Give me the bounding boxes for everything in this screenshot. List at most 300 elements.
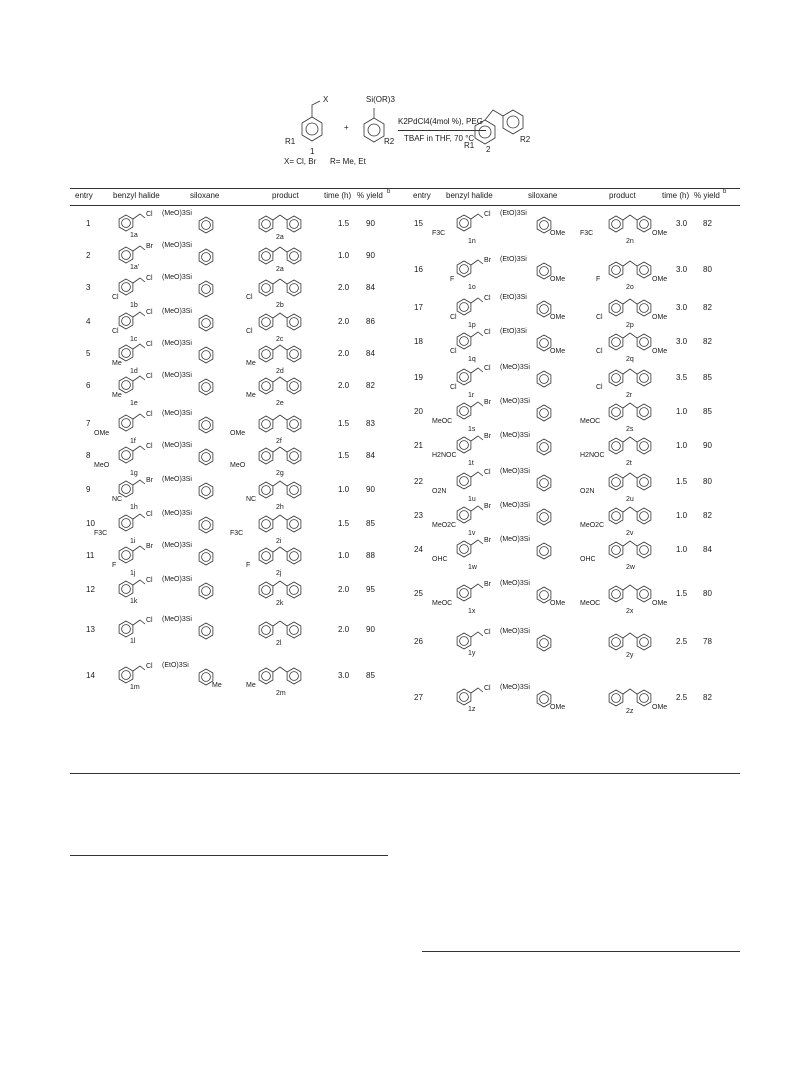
halide-halogen: Br	[484, 399, 491, 406]
halide-halogen: Cl	[146, 341, 153, 348]
siloxane-label: (MeO)3Si	[162, 242, 192, 249]
yield-value: 82	[366, 381, 375, 390]
time-value: 3.0	[338, 671, 350, 680]
siloxane-ring	[530, 398, 564, 426]
siloxane-label: (MeO)3Si	[500, 364, 530, 371]
halide-halogen: Cl	[146, 211, 153, 218]
product-substituent: Me	[246, 360, 256, 367]
product-substituent-2: OMe	[652, 230, 668, 237]
product-label: 2f	[276, 438, 282, 445]
product-substituent: H2NOC	[580, 452, 605, 459]
conditions-top: K2PdCl4(4mol %), PEG	[398, 117, 483, 126]
product-label: 2u	[626, 496, 634, 503]
siloxane-label: (EtO)3Si	[162, 662, 189, 669]
product-substituent-2: OMe	[652, 276, 668, 283]
header-entry-left: entry	[75, 191, 93, 200]
scheme-product-2-label: 2	[486, 145, 491, 154]
siloxane-label: (EtO)3Si	[500, 210, 527, 217]
scheme-product-r1: R1	[464, 141, 475, 150]
product-structure	[600, 430, 670, 460]
product-substituent: F3C	[230, 530, 244, 537]
time-value: 2.0	[338, 317, 350, 326]
halide-label: 1d	[130, 368, 138, 375]
product-structure	[250, 660, 320, 690]
product-substituent-2: OMe	[652, 348, 668, 355]
siloxane-ring	[192, 274, 226, 302]
entry-number: 13	[86, 625, 95, 634]
siloxane-ring	[530, 502, 564, 530]
product-substituent-2: OMe	[652, 600, 668, 607]
siloxane-ring	[530, 536, 564, 564]
halide-halogen: Cl	[146, 617, 153, 624]
scheme-plus: +	[344, 123, 349, 132]
product-structure	[600, 362, 670, 392]
siloxane-substituent: OMe	[550, 314, 566, 321]
yield-value: 80	[703, 265, 712, 274]
product-label: 2w	[626, 564, 635, 571]
time-value: 1.5	[338, 419, 350, 428]
halide-substituent: Cl	[450, 314, 457, 321]
product-label: 2p	[626, 322, 634, 329]
halide-halogen: Cl	[146, 663, 153, 670]
yield-value: 82	[703, 693, 712, 702]
entry-number: 8	[86, 451, 91, 460]
siloxane-label: (MeO)3Si	[500, 468, 530, 475]
product-structure	[250, 508, 320, 538]
halide-label: 1a'	[130, 264, 140, 271]
halide-halogen: Br	[484, 503, 491, 510]
halide-substituent: MeO	[94, 462, 110, 469]
entry-number: 1	[86, 219, 91, 228]
halide-label: 1e	[130, 400, 138, 407]
halide-substituent: MeOC	[432, 418, 453, 425]
header-benzyl-halide-left: benzyl halide	[113, 191, 160, 200]
time-value: 2.5	[676, 693, 688, 702]
siloxane-ring	[530, 628, 564, 656]
time-value: 1.5	[338, 219, 350, 228]
yield-value: 85	[366, 519, 375, 528]
siloxane-ring	[530, 364, 564, 392]
halide-label: 1s	[468, 426, 476, 433]
product-label: 2m	[276, 690, 286, 697]
product-substituent: MeO	[230, 462, 246, 469]
product-structure	[600, 534, 670, 564]
product-substituent: Cl	[596, 348, 603, 355]
halide-label: 1p	[468, 322, 476, 329]
entry-number: 12	[86, 585, 95, 594]
halide-substituent: NC	[112, 496, 123, 503]
halide-halogen: Cl	[146, 309, 153, 316]
time-value: 2.5	[676, 637, 688, 646]
halide-substituent: Cl	[450, 384, 457, 391]
halide-label: 1o	[468, 284, 476, 291]
halide-halogen: Cl	[484, 365, 491, 372]
siloxane-label: (MeO)3Si	[500, 432, 530, 439]
siloxane-ring	[192, 576, 226, 604]
product-substituent: Me	[246, 392, 256, 399]
halide-substituent: Me	[112, 360, 122, 367]
siloxane-label: (MeO)3Si	[162, 274, 192, 281]
siloxane-ring	[192, 372, 226, 400]
product-substituent-2: OMe	[652, 314, 668, 321]
halide-label: 1f	[130, 438, 136, 445]
header-time-right: time (h)	[662, 191, 690, 200]
product-structure	[250, 240, 320, 270]
scheme-product-r2: R2	[520, 135, 531, 144]
yield-value: 82	[703, 511, 712, 520]
product-structure	[600, 500, 670, 530]
siloxane-label: (MeO)3Si	[162, 340, 192, 347]
product-label: 2a	[276, 234, 284, 241]
halide-label: 1i	[130, 538, 136, 545]
halide-label: 1z	[468, 706, 476, 713]
product-substituent: O2N	[580, 488, 595, 495]
yield-value: 85	[703, 373, 712, 382]
entry-number: 5	[86, 349, 91, 358]
product-structure	[600, 396, 670, 426]
siloxane-ring	[192, 542, 226, 570]
siloxane-label: (MeO)3Si	[162, 442, 192, 449]
siloxane-ring	[530, 468, 564, 496]
halide-halogen: Cl	[146, 511, 153, 518]
halide-label: 1l	[130, 638, 136, 645]
yield-value: 83	[366, 419, 375, 428]
halide-label: 1m	[130, 684, 140, 691]
siloxane-label: (MeO)3Si	[162, 410, 192, 417]
product-substituent: MeOC	[580, 600, 601, 607]
time-value: 2.0	[338, 381, 350, 390]
time-value: 1.0	[338, 551, 350, 560]
halide-halogen: Cl	[146, 577, 153, 584]
conditions-bottom: TBAF in THF, 70 °C	[404, 134, 475, 143]
siloxane-label: (MeO)3Si	[162, 476, 192, 483]
halide-substituent: H2NOC	[432, 452, 457, 459]
halide-halogen: Br	[484, 257, 491, 264]
yield-value: 90	[703, 441, 712, 450]
siloxane-ring	[192, 442, 226, 470]
time-value: 2.0	[338, 625, 350, 634]
halide-label: 1r	[468, 392, 475, 399]
product-structure	[600, 466, 670, 496]
entry-number: 9	[86, 485, 91, 494]
yield-value: 86	[366, 317, 375, 326]
siloxane-substituent: OMe	[550, 230, 566, 237]
halide-halogen: Br	[146, 477, 153, 484]
product-label: 2b	[276, 302, 284, 309]
siloxane-label: (MeO)3Si	[162, 210, 192, 217]
yield-value: 90	[366, 219, 375, 228]
product-label: 2l	[276, 640, 282, 647]
yield-value: 84	[703, 545, 712, 554]
time-value: 1.0	[338, 251, 350, 260]
yield-value: 82	[703, 303, 712, 312]
halide-substituent: Cl	[112, 294, 119, 301]
siloxane-label: (MeO)3Si	[500, 502, 530, 509]
halide-substituent: Cl	[450, 348, 457, 355]
header-entry-right: entry	[413, 191, 431, 200]
halide-label: 1w	[468, 564, 477, 571]
halide-substituent: OHC	[432, 556, 448, 563]
halide-substituent: F3C	[432, 230, 446, 237]
footnote-rule-right	[422, 951, 740, 952]
halide-halogen: Cl	[484, 469, 491, 476]
yield-value: 85	[703, 407, 712, 416]
halide-substituent: Cl	[112, 328, 119, 335]
entry-number: 26	[414, 637, 423, 646]
header-yield-note-left: b	[387, 189, 391, 195]
entry-number: 7	[86, 419, 91, 428]
entry-number: 19	[414, 373, 423, 382]
product-structure	[600, 626, 670, 656]
product-substituent-2: OMe	[652, 704, 668, 711]
siloxane-substituent: OMe	[550, 704, 566, 711]
product-label: 2j	[276, 570, 282, 577]
entry-number: 23	[414, 511, 423, 520]
halide-label: 1h	[130, 504, 138, 511]
halide-substituent: Me	[112, 392, 122, 399]
siloxane-ring	[192, 510, 226, 538]
siloxane-label: (MeO)3Si	[500, 398, 530, 405]
product-substituent: MeOC	[580, 418, 601, 425]
halide-halogen: Br	[484, 537, 491, 544]
product-label: 2h	[276, 504, 284, 511]
product-structure	[250, 408, 320, 438]
scheme-r-definition: R= Me, Et	[330, 157, 366, 166]
siloxane-label: (MeO)3Si	[500, 580, 530, 587]
product-structure	[250, 540, 320, 570]
product-structure	[250, 306, 320, 336]
product-substituent: F	[596, 276, 601, 283]
product-label: 2a	[276, 266, 284, 273]
scheme-x-definition: X= Cl, Br	[284, 157, 317, 166]
time-value: 1.5	[676, 589, 688, 598]
halide-label: 1b	[130, 302, 138, 309]
product-label: 2g	[276, 470, 284, 477]
reaction-scheme	[280, 90, 540, 170]
siloxane-label: (MeO)3Si	[500, 684, 530, 691]
halide-halogen: Br	[146, 243, 153, 250]
siloxane-label: (MeO)3Si	[500, 536, 530, 543]
header-benzyl-halide-right: benzyl halide	[446, 191, 493, 200]
siloxane-label: (MeO)3Si	[162, 308, 192, 315]
product-substituent: NC	[246, 496, 257, 503]
time-value: 2.0	[338, 585, 350, 594]
header-time-left: time (h)	[324, 191, 352, 200]
reactant-1-structure	[280, 95, 340, 155]
product-label: 2r	[626, 392, 633, 399]
time-value: 3.0	[676, 265, 688, 274]
siloxane-label: (EtO)3Si	[500, 256, 527, 263]
product-structure	[250, 614, 320, 644]
product-structure	[250, 474, 320, 504]
siloxane-ring	[192, 210, 226, 238]
time-value: 1.5	[676, 477, 688, 486]
time-value: 3.0	[676, 337, 688, 346]
halide-substituent: MeOC	[432, 600, 453, 607]
product-label: 2c	[276, 336, 284, 343]
yield-value: 82	[703, 337, 712, 346]
halide-label: 1u	[468, 496, 476, 503]
product-substituent: F3C	[580, 230, 594, 237]
product-label: 2t	[626, 460, 632, 467]
yield-value: 82	[703, 219, 712, 228]
product-label: 2y	[626, 652, 634, 659]
entry-number: 17	[414, 303, 423, 312]
table-header-rule	[70, 205, 740, 206]
product-2-structure	[465, 98, 555, 158]
product-label: 2v	[626, 530, 634, 537]
halide-halogen: Cl	[484, 629, 491, 636]
time-value: 1.0	[676, 545, 688, 554]
siloxane-label: (MeO)3Si	[500, 628, 530, 635]
halide-halogen: Br	[146, 543, 153, 550]
product-structure	[250, 272, 320, 302]
product-label: 2d	[276, 368, 284, 375]
product-substituent: Cl	[246, 328, 253, 335]
siloxane-label: (EtO)3Si	[500, 294, 527, 301]
entry-number: 11	[86, 551, 95, 560]
product-label: 2x	[626, 608, 634, 615]
siloxane-ring	[192, 410, 226, 438]
siloxane-substituent: OMe	[550, 348, 566, 355]
entry-number: 10	[86, 519, 95, 528]
product-substituent: Cl	[596, 384, 603, 391]
entry-number: 15	[414, 219, 423, 228]
halide-halogen: Br	[484, 433, 491, 440]
siloxane-ring	[192, 308, 226, 336]
time-value: 1.5	[338, 451, 350, 460]
product-label: 2e	[276, 400, 284, 407]
halide-halogen: Cl	[484, 329, 491, 336]
siloxane-substituent: OMe	[550, 276, 566, 283]
halide-label: 1k	[130, 598, 138, 605]
yield-value: 90	[366, 485, 375, 494]
halide-substituent: F	[112, 562, 117, 569]
scheme-x-label: X	[323, 95, 329, 104]
siloxane-ring	[192, 340, 226, 368]
halide-substituent: F	[450, 276, 455, 283]
halide-halogen: Cl	[484, 685, 491, 692]
halide-label: 1y	[468, 650, 476, 657]
halide-label: 1t	[468, 460, 474, 467]
product-label: 2n	[626, 238, 634, 245]
halide-label: 1q	[468, 356, 476, 363]
yield-value: 78	[703, 637, 712, 646]
time-value: 1.0	[676, 441, 688, 450]
halide-substituent: O2N	[432, 488, 447, 495]
entry-number: 18	[414, 337, 423, 346]
siloxane-ring	[192, 242, 226, 270]
product-structure	[250, 338, 320, 368]
entry-number: 14	[86, 671, 95, 680]
footnote-rule-left	[70, 855, 388, 856]
time-value: 1.0	[338, 485, 350, 494]
product-label: 2k	[276, 600, 284, 607]
halide-label: 1a	[130, 232, 138, 239]
time-value: 1.0	[676, 511, 688, 520]
siloxane-ring	[192, 476, 226, 504]
siloxane-ring	[530, 432, 564, 460]
time-value: 1.5	[338, 519, 350, 528]
product-structure	[250, 440, 320, 470]
halide-label: 1n	[468, 238, 476, 245]
yield-value: 88	[366, 551, 375, 560]
scheme-r2-label: R2	[384, 137, 395, 146]
entry-number: 22	[414, 477, 423, 486]
halide-label: 1c	[130, 336, 138, 343]
product-structure	[250, 370, 320, 400]
halide-halogen: Cl	[146, 443, 153, 450]
entry-number: 27	[414, 693, 423, 702]
yield-value: 84	[366, 451, 375, 460]
siloxane-substituent: Me	[212, 682, 222, 689]
header-product-right: product	[609, 191, 636, 200]
halide-halogen: Cl	[484, 211, 491, 218]
yield-value: 84	[366, 283, 375, 292]
scheme-r1-label: R1	[285, 137, 296, 146]
entry-number: 3	[86, 283, 91, 292]
time-value: 3.0	[676, 219, 688, 228]
halide-halogen: Cl	[146, 411, 153, 418]
product-label: 2i	[276, 538, 282, 545]
header-product-left: product	[272, 191, 299, 200]
halide-halogen: Cl	[146, 373, 153, 380]
yield-value: 90	[366, 625, 375, 634]
time-value: 1.0	[676, 407, 688, 416]
product-substituent: Me	[246, 682, 256, 689]
product-label: 2o	[626, 284, 634, 291]
halide-substituent: F3C	[94, 530, 108, 537]
yield-value: 80	[703, 589, 712, 598]
entry-number: 21	[414, 441, 423, 450]
halide-halogen: Cl	[484, 295, 491, 302]
product-substituent: OMe	[230, 430, 246, 437]
product-substituent: Cl	[596, 314, 603, 321]
siloxane-label: (MeO)3Si	[162, 510, 192, 517]
table-top-rule	[70, 188, 740, 189]
header-siloxane-right: siloxane	[528, 191, 558, 200]
siloxane-label: (MeO)3Si	[162, 372, 192, 379]
entry-number: 2	[86, 251, 91, 260]
header-yield-left: % yield	[357, 191, 383, 200]
halide-label: 1x	[468, 608, 476, 615]
entry-number: 24	[414, 545, 423, 554]
entry-number: 25	[414, 589, 423, 598]
product-substituent: F	[246, 562, 251, 569]
entry-number: 6	[86, 381, 91, 390]
halide-substituent: MeO2C	[432, 522, 457, 529]
entry-number: 16	[414, 265, 423, 274]
product-substituent: MeO2C	[580, 522, 605, 529]
siloxane-substituent: OMe	[550, 600, 566, 607]
product-substituent: Cl	[246, 294, 253, 301]
product-label: 2s	[626, 426, 634, 433]
siloxane-label: (MeO)3Si	[162, 542, 192, 549]
time-value: 3.5	[676, 373, 688, 382]
siloxane-ring	[192, 616, 226, 644]
scheme-silyl-label: Si(OR)3	[366, 95, 395, 104]
siloxane-label: (EtO)3Si	[500, 328, 527, 335]
header-yield-right: % yield	[694, 191, 720, 200]
product-structure	[250, 574, 320, 604]
header-yield-note-right: b	[723, 189, 727, 195]
product-label: 2z	[626, 708, 634, 715]
entry-number: 4	[86, 317, 91, 326]
halide-halogen: Cl	[146, 275, 153, 282]
halide-halogen: Br	[484, 581, 491, 588]
time-value: 2.0	[338, 349, 350, 358]
product-label: 2q	[626, 356, 634, 363]
